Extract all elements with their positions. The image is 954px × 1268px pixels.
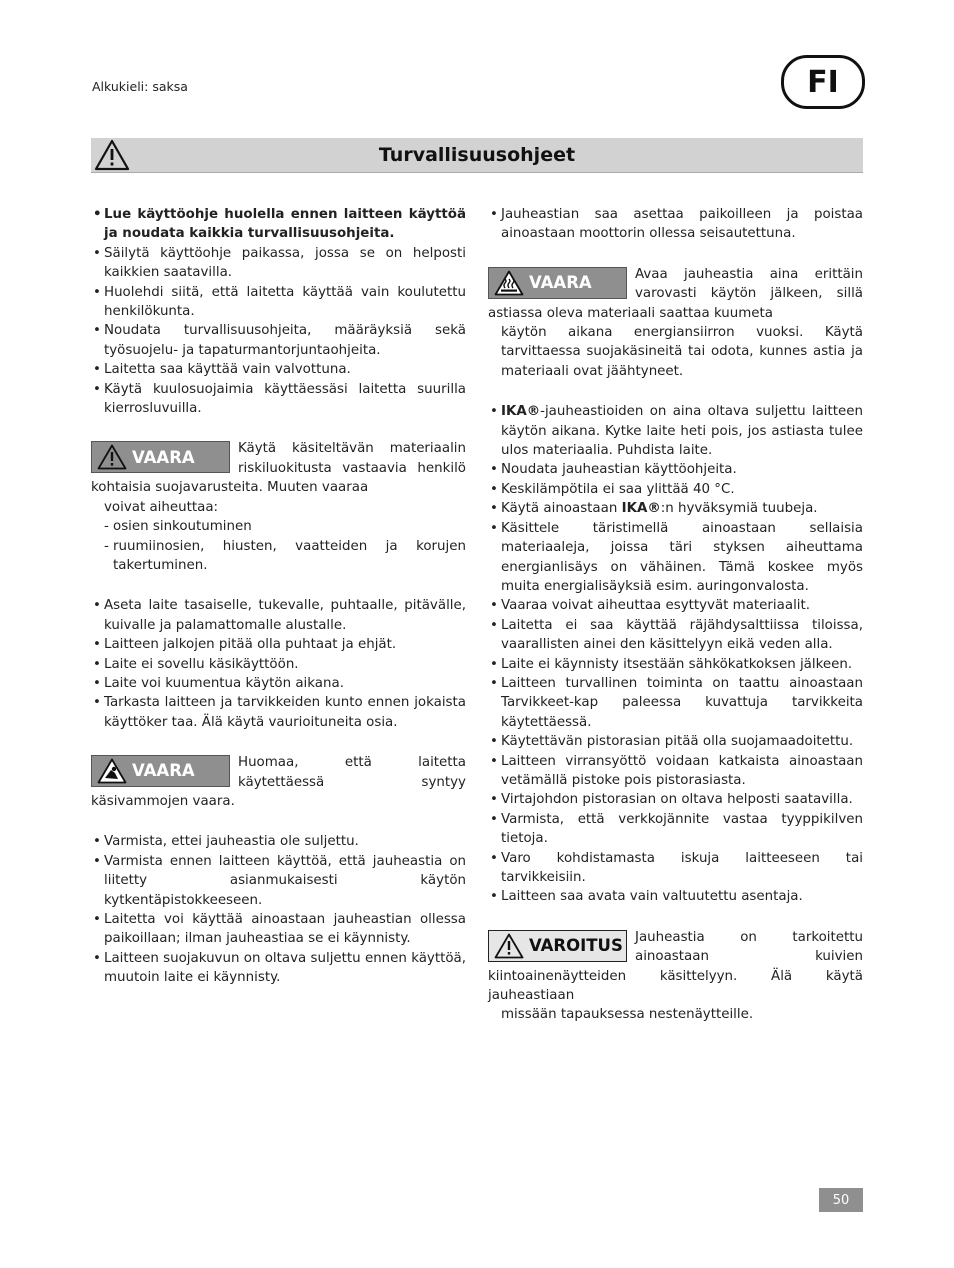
list-item: • Virtajohdon pistorasian on oltava helposti saatavilla. (488, 790, 863, 809)
original-language-note: Alkukieli: saksa (92, 79, 188, 94)
brand-name: IKA® (501, 404, 541, 420)
list-item: • Varmista, ettei jauheastia ole suljettu. (91, 832, 466, 851)
list-item: • Laitetta saa käyttää vain valvottuna. (91, 360, 466, 379)
hand-injury-icon (97, 758, 127, 784)
warning-label-box (488, 930, 627, 962)
list-item: • Varmista, että verkkojännite vastaa tyyppikilven tietoja. (488, 810, 863, 849)
safety-list-general (91, 205, 466, 418)
warning-notice-dry-samples (488, 928, 863, 1025)
list-item: • Vaaraa voivat aiheuttaa esyttyvät materiaalit. (488, 596, 863, 615)
list-item: • Laitteen suojakuvun on oltava suljettu ennen käyttöä, muutoin laite ei käynnisty. (91, 949, 466, 988)
warning-triangle-icon (97, 444, 127, 470)
page-number: 50 (819, 1188, 863, 1212)
list-item: • Noudata turvallisuusohjeita, määräyksiä sekä työsuojelu- ja tapaturmantorjuntaohjeita. (91, 321, 466, 360)
list-item: • Laite ei sovellu käsikäyttöön. (91, 655, 466, 674)
hazard-dash-list (91, 517, 466, 575)
list-item: • Käytettävän pistorasian pitää olla suojamaadoitettu. (488, 732, 863, 751)
list-item: • Keskilämpötila ei saa ylittää 40 °C. (488, 480, 863, 499)
list-item: • Huolehdi siitä, että laitetta käyttää vain koulutettu henkilökunta. (91, 283, 466, 322)
right-column (488, 205, 863, 1046)
left-column (91, 205, 466, 988)
list-item: • Varo kohdistamasta iskuja laitteeseen tai tarvikkeisiin. (488, 849, 863, 888)
warning-text-continued: missään tapauksessa nestenäytteille. (501, 1007, 754, 1023)
warning-label: VAROITUS (529, 936, 623, 956)
danger-text: Avaa jauheastia aina erittäin varovasti käytön jälkeen, sillä astiassa oleva materiaali saattaa kuumeta (488, 266, 863, 321)
list-item: • Aseta laite tasaiselle, tukevalle, puhtaalle, pitävälle, kuivalle ja palamattomalle alustalle. (91, 596, 466, 635)
list-item-ika-tubes (488, 499, 863, 518)
list-item: • Laite voi kuumentua käytön aikana. (91, 674, 466, 693)
dash-item: - ruumiinosien, hiusten, vaatteiden ja korujen takertuminen. (104, 537, 466, 576)
warning-text: Jauheastia on tarkoitettu ainoastaan kuivien kiintoainenäytteiden käsittelyyn. Älä käytä jauheastiaan (488, 929, 863, 1004)
safety-list-setup (91, 596, 466, 732)
list-item: • Laitteen turvallinen toiminta on taattu ainoastaan Tarvikkeet-kap paleessa kuvattuja tarvikkeita käytettäessä. (488, 674, 863, 732)
danger-text: Huomaa, että laitetta käytettäessä syntyy käsivammojen vaara. (91, 755, 466, 809)
list-item: • Käytä kuulosuojaimia käyttäessäsi laitetta suurilla kierrosluvuilla. (91, 380, 466, 419)
language-badge: FI (781, 55, 865, 109)
list-item: • Noudata jauheastian käyttöohjeita. (488, 460, 863, 479)
danger-label: VAARA (132, 447, 195, 467)
item-prefix: Käytä ainoastaan (501, 501, 622, 517)
list-item: • Tarkasta laitteen ja tarvikkeiden kunto ennen jokaista käyttöker taa. Älä käytä vaurioituneita osia. (91, 693, 466, 732)
list-item: • Laite ei käynnisty itsestään sähkökatkoksen jälkeen. (488, 655, 863, 674)
hot-surface-icon (494, 270, 524, 296)
list-item: • Laitetta voi käyttää ainoastaan jauheastian ollessa paikoillaan; ilman jauheastiaa se ei käynnisty. (91, 910, 466, 949)
item-text: -jauheastioiden on aina oltava suljettu laitteen käytön aikana. Kytke laite heti pois, jos astiasta tulee ulos materiaalia. Puhdista laite. (501, 404, 863, 459)
dash-item: - osien sinkoutuminen (104, 517, 466, 536)
danger-notice-protective-equipment (91, 439, 466, 575)
danger-label-box (91, 755, 230, 787)
brand-name: IKA® (621, 501, 661, 517)
warning-triangle-icon (494, 933, 524, 959)
list-item: • Laitteen saa avata vain valtuutettu asentaja. (488, 887, 863, 906)
danger-label-box (488, 267, 627, 299)
danger-label-box (91, 441, 230, 473)
list-item-ika-bowls (488, 402, 863, 460)
section-title-bar (91, 138, 863, 173)
list-item: • Käsittele täristimellä ainoastaan sellaisia materiaaleja, joissa täri styksen aiheuttama energianlisäys on vähäinen. Tämä koskee myös muita energialisäyksiä esim. auringonvalosta. (488, 519, 863, 597)
danger-text-continued: voivat aiheuttaa: (104, 499, 219, 515)
danger-text: Käytä käsiteltävän materiaalin riskiluokitusta vastaavia henkilö kohtaisia suojavarusteita. Muuten vaaraa (91, 441, 466, 496)
danger-label: VAARA (132, 761, 195, 781)
safety-list-operation (488, 402, 863, 907)
safety-list-grinding-bowl (91, 832, 466, 987)
safety-list-bowl-handling (488, 205, 863, 244)
list-item: • Lue käyttöohje huolella ennen laitteen käyttöä ja noudata kaikkia turvallisuusohjeita. (91, 205, 466, 244)
danger-label: VAARA (529, 273, 592, 293)
list-item: • Varmista ennen laitteen käyttöä, että jauheastia on liitetty asianmukaisesti käytön kytkentäpistokkeeseen. (91, 852, 466, 910)
danger-text-continued: käytön aikana energiansiirron vuoksi. Käytä tarvittaessa suojakäsineitä tai odota, kunnes astia ja materiaali ovat jäähtyneet. (501, 325, 863, 379)
list-item: • Laitteen virransyöttö voidaan katkaista ainoastaan vetämällä pistoke pois pistorasiasta. (488, 752, 863, 791)
list-item: • Jauheastian saa asettaa paikoilleen ja poistaa ainoastaan moottorin ollessa seisautettuna. (488, 205, 863, 244)
list-item: • Säilytä käyttöohje paikassa, jossa se on helposti kaikkien saatavilla. (91, 244, 466, 283)
list-item: • Laitteen jalkojen pitää olla puhtaat ja ehjät. (91, 635, 466, 654)
danger-notice-hand-injury (91, 753, 466, 811)
page-title: Turvallisuusohjeet (378, 144, 576, 166)
list-item: • Laitetta ei saa käyttää räjähdysalttiissa tiloissa, vaarallisten ainei den käsittelyyn eikä veden alla. (488, 616, 863, 655)
item-suffix: :n hyväksymiä tuubeja. (660, 501, 818, 517)
danger-notice-hot-surface (488, 265, 863, 381)
